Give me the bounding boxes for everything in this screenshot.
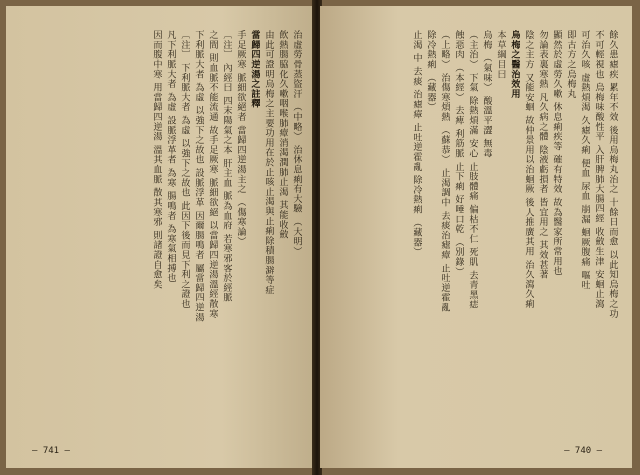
section-heading: 當歸四逆湯之註釋 — [249, 30, 260, 109]
text-column: 凡下利脈大者 為虛 設脈浮革者 為寒 腸鳴者 為寒氣相搏也 — [165, 30, 176, 283]
text-column: 勿論表裏寒熱 凡久病之體 陰液虧損者 皆宜用之 其效甚著 — [537, 30, 548, 280]
text-column: 飲熱腸脇化久嗽咽喉肺瘴消渴潤肺止渴 其能收斂 — [277, 30, 288, 240]
text-column: 治虛勞骨蒸盜汗 （中略） 治休息痢有大驗 （大明） — [291, 30, 302, 257]
right-page — [320, 6, 632, 468]
text-column: 下利脈大者 為虛 以強下之故也 設脈浮革 因爾腸鳴者 屬當歸四逆湯 — [193, 30, 204, 323]
text-column: （上略） 治傷寒煩熱 （蘇恭） 止渴調中 去痰治瘧瘴 止吐逆霍亂 — [439, 30, 450, 313]
page-number: — 741 — — [32, 446, 70, 456]
text-column: 顯然於虛勞久嗽 休息痢疾等 確有特效 故為醫家所常用也 — [551, 30, 562, 276]
text-column: 本草綱目曰 — [495, 30, 506, 79]
text-column: 因而腹中寒 用當歸四逆湯 溫其血脈 散其寒邪 則諸證自愈矣 — [151, 30, 162, 290]
text-column: 蝕惡肉 （本經） 去痺 利筋脈 止下痢 好唾口乾 （別錄） — [453, 30, 464, 277]
text-column: 之間 則血脈不能流通 故手足厥寒 脈細欲絕 以當歸四逆湯溫經散寒 — [207, 30, 218, 319]
text-column: 〔注〕 內經曰 四末陽氣之本 肝主血 脈為血府 若寒邪客於經脈 — [221, 30, 232, 303]
text-column: 陰之主方 又能安蛔 故仲景用以治蛔厥 後人推廣其用 治久瀉久痢 — [523, 30, 534, 309]
text-column: 〔注〕 下利脈大者 為虛 以強下之故也 此因下後而見下利之證也 — [179, 30, 190, 309]
text-column: 即古方之烏梅丸 — [565, 30, 576, 99]
left-text-block — [22, 30, 302, 426]
text-column: 除冷熱痢 （藏器） — [425, 30, 436, 112]
text-column: 手足厥寒 脈細欲絕者 當歸四逆湯主之 （傷寒論） — [235, 30, 246, 247]
text-column: 烏梅 （氣味） 酸溫平澀 無毒 — [481, 30, 492, 159]
left-page — [6, 6, 314, 468]
section-heading: 烏梅之醫治效用 — [509, 30, 520, 99]
right-text-block — [336, 30, 618, 426]
text-column: （主治） 下氣 除熱煩滿 安心 止肢體痛 偏枯不仁 死肌 去青黑痣 — [467, 30, 478, 310]
text-column: 餘久患瘧疾 累年不效 後用烏梅丸治之 十餘日而愈 以此知烏梅之功 — [607, 30, 618, 319]
text-column: 止渴 中 去痰 治瘧瘴 止吐逆霍亂 除冷熱痢 （藏器） — [411, 30, 422, 257]
text-column: 由此可證明烏梅之主要功用在於止咳止渴與止痢除積腸澼等症 — [263, 30, 274, 295]
text-column: 不可輕視也 烏梅味酸性平 入肝脾肺大腸四經 收斂生津 安蛔止瀉 — [593, 30, 604, 309]
text-column: 可治久咳 虛熱煩渴 久瘧久痢 便血 尿血 崩漏 蛔厥腹痛 嘔吐 — [579, 30, 590, 290]
page-number: — 740 — — [564, 446, 602, 456]
